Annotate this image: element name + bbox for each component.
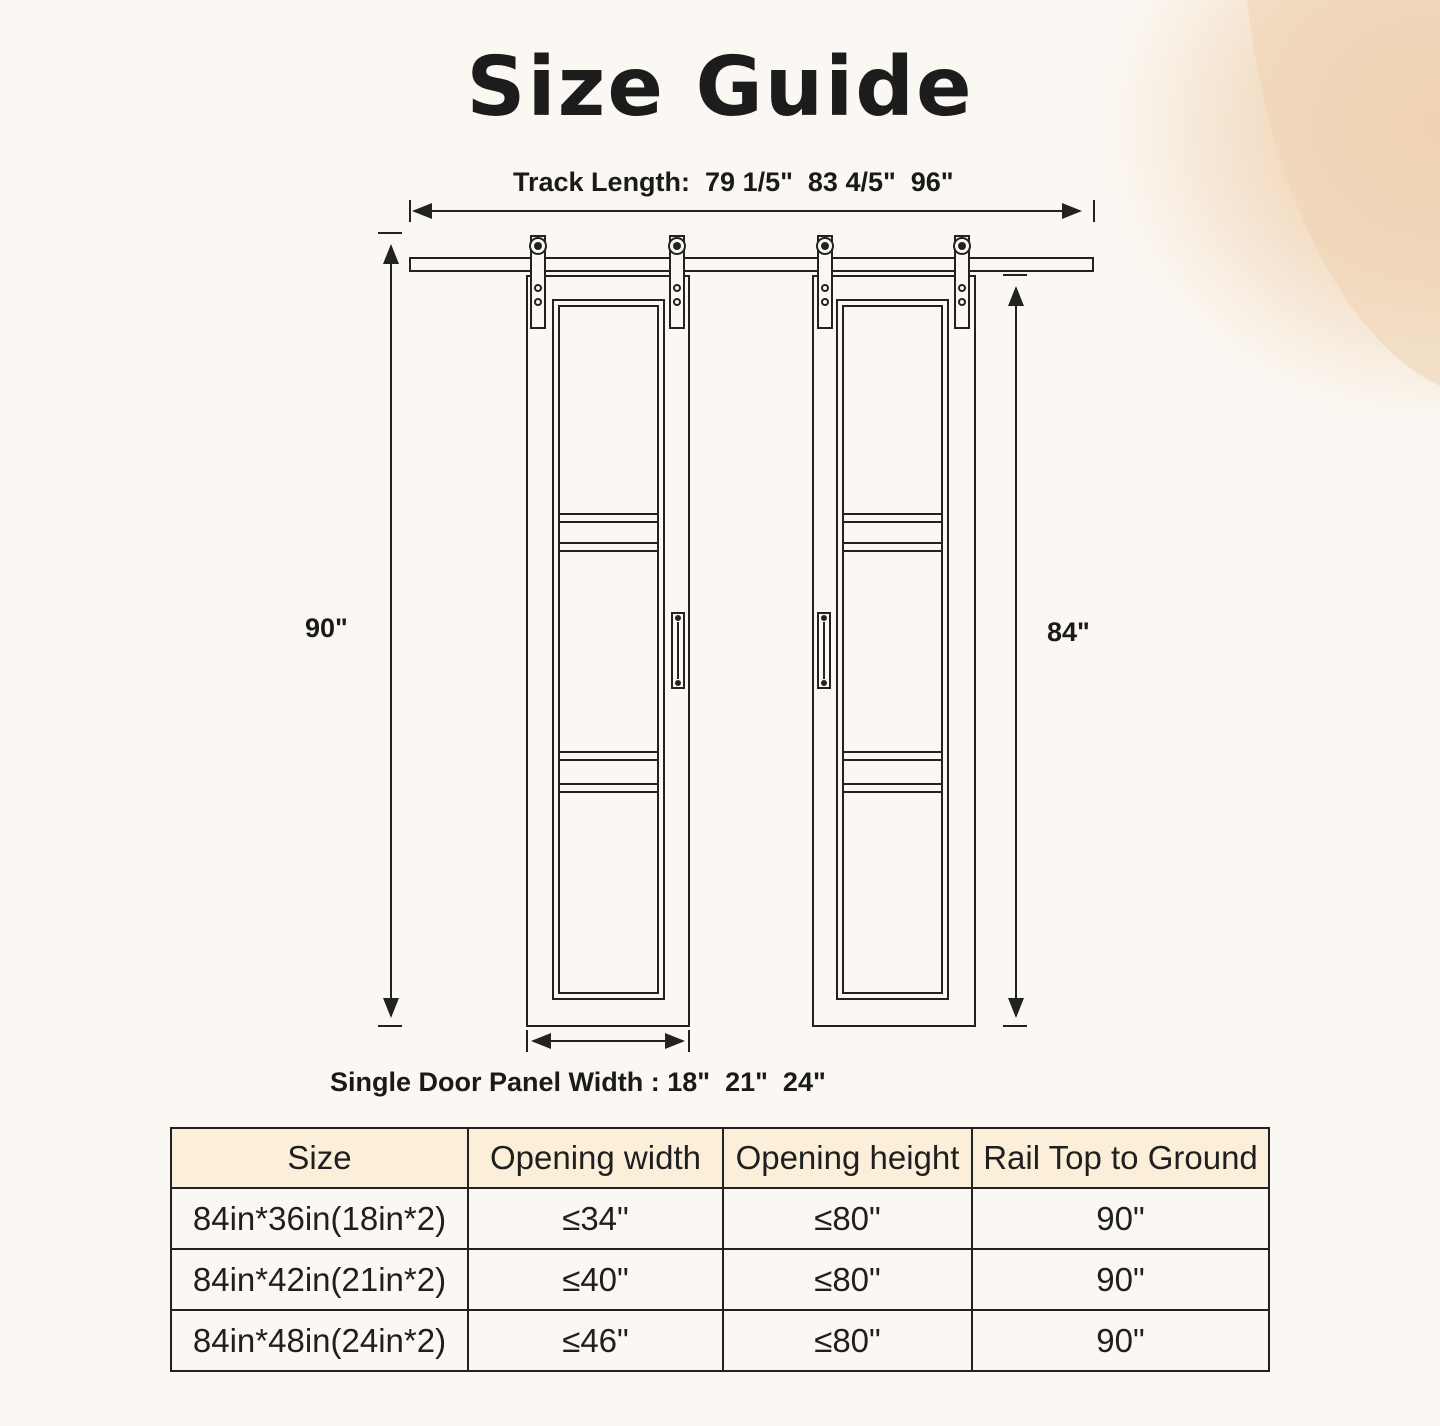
size-table: [170, 1127, 1270, 1372]
hanger-3: [817, 236, 833, 328]
cell-size: 84in*42in(21in*2): [171, 1249, 468, 1310]
header-rail-top-to-ground: Rail Top to Ground: [972, 1128, 1269, 1188]
cell-rail-top: 90": [972, 1249, 1269, 1310]
cell-opening-width: ≤34": [468, 1188, 723, 1249]
table-header-row: [171, 1128, 1269, 1188]
cell-opening-height: ≤80": [723, 1188, 972, 1249]
height-84-dimension: [1003, 275, 1027, 1026]
table-row: [171, 1310, 1269, 1371]
cell-opening-width: ≤40": [468, 1249, 723, 1310]
cell-size: 84in*36in(18in*2): [171, 1188, 468, 1249]
track-length-dimension: [410, 200, 1094, 222]
panel-width-dimension: [527, 1030, 689, 1052]
table-row: [171, 1249, 1269, 1310]
cell-opening-width: ≤46": [468, 1310, 723, 1371]
height-90-label: 90": [305, 613, 348, 643]
right-door: [813, 276, 975, 1026]
height-84-label: 84": [1047, 617, 1090, 647]
cell-size: 84in*48in(24in*2): [171, 1310, 468, 1371]
cell-opening-height: ≤80": [723, 1249, 972, 1310]
panel-width-label: Single Door Panel Width : 18" 21" 24": [330, 1067, 826, 1097]
header-opening-width: Opening width: [468, 1128, 723, 1188]
track-rail: [410, 258, 1093, 271]
cell-opening-height: ≤80": [723, 1310, 972, 1371]
hanger-4: [954, 236, 970, 328]
header-size: Size: [171, 1128, 468, 1188]
hanger-1: [530, 236, 546, 328]
header-opening-height: Opening height: [723, 1128, 972, 1188]
cell-rail-top: 90": [972, 1188, 1269, 1249]
left-door: [527, 276, 689, 1026]
hanger-2: [669, 236, 685, 328]
cell-rail-top: 90": [972, 1310, 1269, 1371]
page-title: Size Guide: [466, 40, 974, 135]
table-row: [171, 1188, 1269, 1249]
track-length-label: Track Length: 79 1/5" 83 4/5" 96": [513, 167, 954, 197]
height-90-dimension: [378, 233, 402, 1026]
